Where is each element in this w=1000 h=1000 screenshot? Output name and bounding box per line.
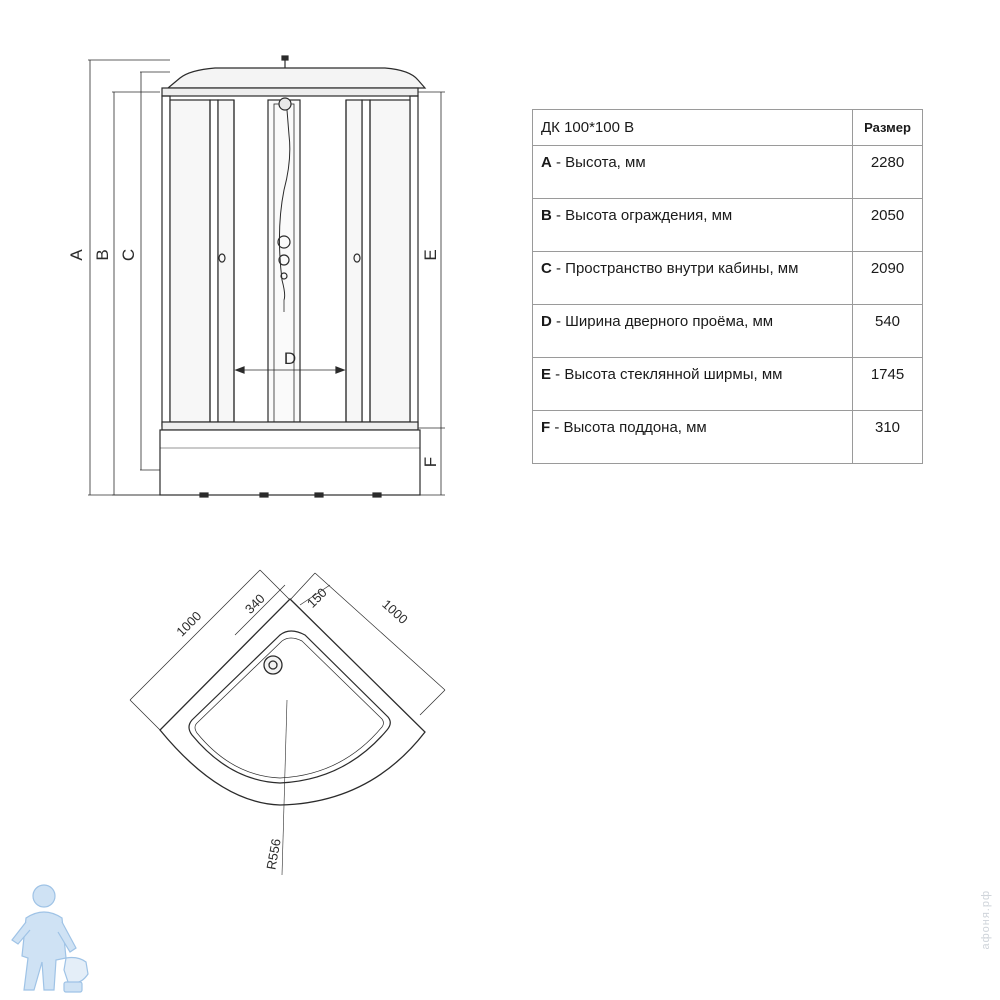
front-elevation-drawing xyxy=(0,0,480,520)
row-value: 2050 xyxy=(853,199,923,252)
row-label: - Ширина дверного проёма, мм xyxy=(551,313,774,330)
row-letter: A xyxy=(541,154,552,171)
plumber-logo-icon xyxy=(4,878,94,996)
row-label: - Пространство внутри кабины, мм xyxy=(551,260,799,277)
shower-column xyxy=(268,100,300,422)
row-label: - Высота поддона, мм xyxy=(550,419,707,436)
row-value: 310 xyxy=(853,411,923,464)
table-row xyxy=(533,252,923,305)
table-row xyxy=(533,305,923,358)
left-glass-panel xyxy=(170,100,210,422)
plan-dim-340: 340 xyxy=(241,590,268,617)
row-letter: D xyxy=(541,313,552,330)
row-letter: F xyxy=(541,419,551,436)
row-value: 1745 xyxy=(853,358,923,411)
row-value: 2090 xyxy=(853,252,923,305)
table-row xyxy=(533,411,923,464)
label-b: B xyxy=(93,249,112,261)
drain xyxy=(264,656,282,674)
row-value: 2280 xyxy=(853,146,923,199)
label-e: E xyxy=(421,249,440,261)
label-c: C xyxy=(119,248,138,262)
label-f: F xyxy=(421,456,440,468)
cabin-roof xyxy=(168,68,425,88)
table-row xyxy=(533,199,923,252)
model-name: ДК 100*100 В xyxy=(533,110,853,146)
top-rail xyxy=(162,88,418,96)
row-label: - Высота ограждения, мм xyxy=(551,207,733,224)
plan-dim-radius: R556 xyxy=(263,837,284,871)
table-header-row xyxy=(533,110,923,146)
row-letter: E xyxy=(541,366,552,383)
table-row xyxy=(533,358,923,411)
label-a: A xyxy=(67,249,86,261)
label-d: D xyxy=(283,349,297,368)
shower-head xyxy=(279,98,291,110)
shower-tray xyxy=(160,430,420,495)
plan-dim-150: 150 xyxy=(303,584,330,611)
row-letter: B xyxy=(541,207,552,224)
plan-dim-left: 1000 xyxy=(173,608,205,640)
plan-dim-right: 1000 xyxy=(379,596,411,627)
row-label: - Высота стеклянной ширмы, мм xyxy=(551,366,783,383)
left-frame xyxy=(162,96,170,426)
size-header: Размер xyxy=(853,110,923,146)
row-value: 540 xyxy=(853,305,923,358)
table-row xyxy=(533,146,923,199)
plan-view-drawing xyxy=(100,555,480,885)
row-letter: C xyxy=(541,260,552,277)
right-glass-panel xyxy=(370,100,410,422)
spec-table xyxy=(532,109,923,464)
watermark: афоня.рф xyxy=(980,890,992,950)
row-label: - Высота, мм xyxy=(551,154,646,171)
right-frame xyxy=(410,96,418,426)
